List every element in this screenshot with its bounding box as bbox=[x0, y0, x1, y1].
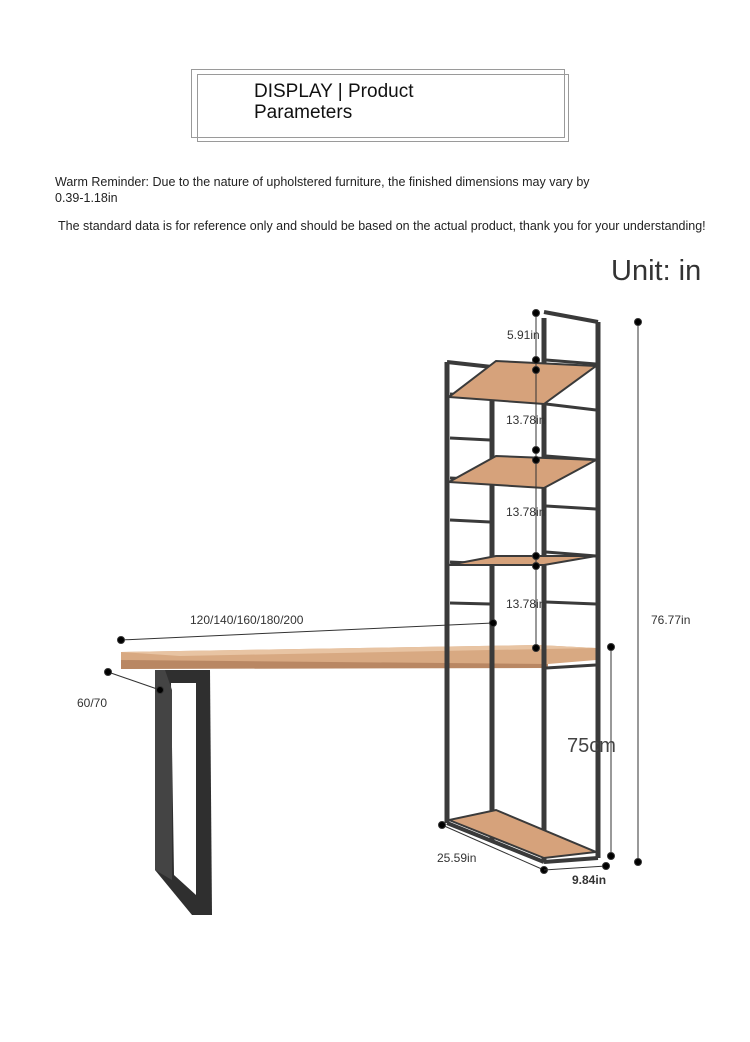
unit-label: Unit: in bbox=[611, 255, 702, 287]
dim-desk-length-label: 120/140/160/180/200 bbox=[190, 613, 304, 627]
dim-shelf-gap-3-label: 13.78in bbox=[506, 597, 546, 611]
desk-top bbox=[121, 645, 596, 669]
dim-shelf-gap-1-label: 13.78in bbox=[506, 413, 546, 427]
dim-shelf-width-label: 25.59in bbox=[437, 851, 477, 865]
dim-top-gap-label: 5.91in bbox=[507, 328, 540, 342]
dim-shelf-gap-2-label: 13.78in bbox=[506, 505, 546, 519]
page-title-line2: Parameters bbox=[254, 102, 353, 123]
desk-leg-frame bbox=[155, 670, 212, 915]
dim-desk-height-label: 75cm bbox=[567, 735, 616, 757]
dim-desk-depth-label: 60/70 bbox=[77, 696, 108, 710]
dim-shelf-depth-label: 9.84in bbox=[572, 873, 607, 887]
reference-note-text: The standard data is for reference only and should be based on the actual product, thank you for your understanding! bbox=[58, 219, 706, 233]
warm-reminder-text: Warm Reminder: Due to the nature of upholstered furniture, the finished dimensions may vary by 0.39-1.18in bbox=[55, 175, 590, 205]
page-title-line1: DISPLAY | Product bbox=[254, 81, 414, 102]
dim-total-height-label: 76.77in bbox=[651, 613, 691, 627]
